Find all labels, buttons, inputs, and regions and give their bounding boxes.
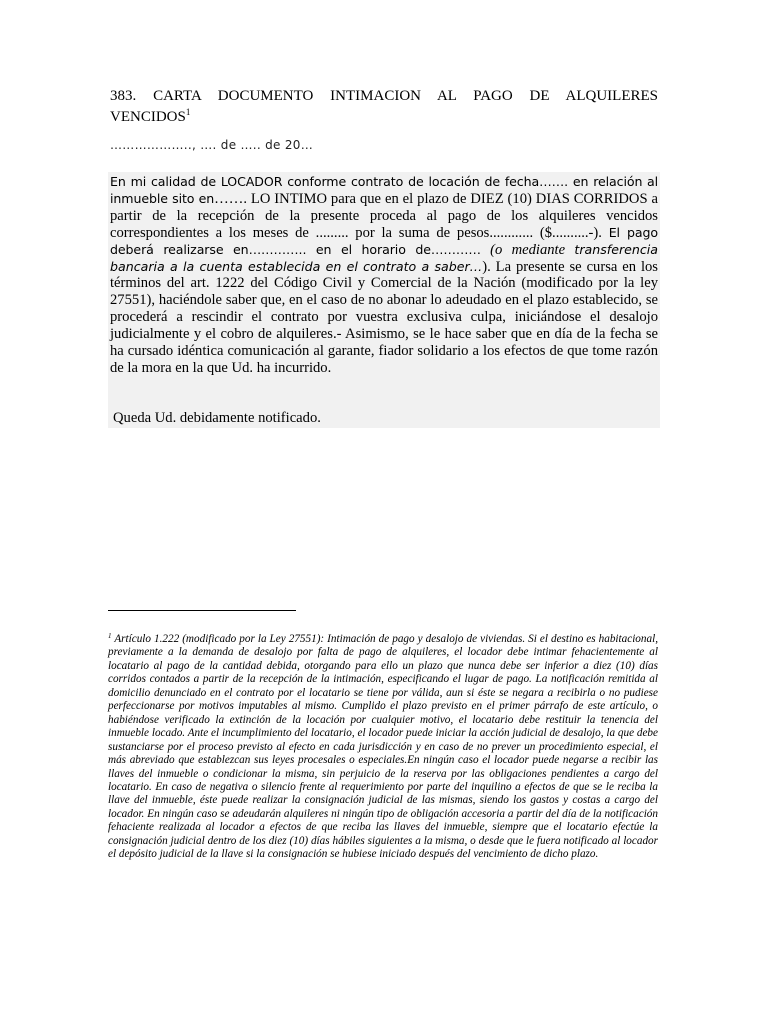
footnote-separator [108,610,296,611]
footnote-text: Artículo 1.222 (modificado por la Ley 27551): Intimación de pago y desalojo de viviendas. Si el destino es habitacional, previamente a la demanda de desalojo por falta de pago de alquileres, el locador debe intimar fehacientemente al locatario al pago de la cantidad debida, otorgando para ello un plazo que nunca debe ser inferior a diez (10) días corridos contados a partir de la recepción de la intimación, especificando el lugar de pago. La notificación remitida al domicilio denunciado en el contrato por el locatario se tiene por válida, aun si éste se negara a recibirla o no pudiese perfeccionarse por motivos imputables al mismo. Cumplido el plazo previsto en el primer párrafo de este artículo, o habiéndose verificado la extinción de la locación por cualquier motivo, el locatario debe restituir la tenencia del inmueble locado. Ante el incumplimiento del locatario, el locador puede iniciar la acción judicial de desalojo, la que debe sustanciarse por el proceso previsto al efecto en cada jurisdicción y en caso de no prever un procedimiento especial, el más abreviado que establezcan sus leyes procesales o especiales.En ningún caso el locador puede negarse a recibir las llaves del inmueble o condicionar la misma, sin perjuicio de la reserva por las obligaciones pendientes a cargo del locatario. En caso de negativa o silencio frente al requerimiento por parte del inquilino a efectos de que se le reciba la llave del inmueble, éste puede realizar la consignación judicial de las mismas, siendo los gastos y costas a cargo del locador. En ningún caso se adeudarán alquileres ni ningún tipo de obligación accesoria a partir del día de la notificación fehaciente realizada al locador a efectos de que reciba las llaves del inmueble, siempre que el locatario efectúe la consignación judicial dentro de los diez (10) días hábiles siguientes a la misma, o desde que le fuera notificado al locador el depósito judicial de la llave si la consignación se hubiese iniciado después del vencimiento de dicho plazo. [108,633,658,861]
body-segment: ………… [430,241,481,257]
footnote-reference[interactable]: 1 [185,107,191,117]
body-segment: ……. en relación [539,174,643,189]
footnote-marker: 1 [108,632,112,640]
body-segment: ……. LO INTIMO para que en el plazo de DIEZ (10) DIAS CORRIDOS a partir de la recepción de la presente proceda al pago de los alquileres vencidos correspondientes a los meses de ......... por la suma de pesos............ ($..........-). [110,190,658,241]
body-segment: al inmueble sito en [110,174,658,206]
closing-line: Queda Ud. debidamente notificado. [113,410,321,426]
body-segment: ). La presente se cursa en los términos del art. 1222 del Código Civil y Comercial de la Nación (modificado por la ley 27551), haciéndole saber que, en el caso de no abonar lo adeudado en el plazo establecido, se procederá a rescindir el contrato por vuestra exclusiva culpa, iniciándose el desalojo judicialmente y el cobro de alquileres.- Asimismo, se le hace saber que en día de la fecha se ha cursado idéntica comunicación al garante, fiador solidario a los efectos de que tome razón de la mora en la que Ud. ha incurrido. [110,258,658,376]
footnote [108,633,658,862]
body-segment: … [469,258,483,274]
title-line-1: 383. CARTA DOCUMENTO INTIMACION AL PAGO DE ALQUILERES [110,88,658,104]
body-segment: ………….. en el horario de [248,241,431,257]
letter-body [110,174,658,377]
body-segment: En mi calidad de LOCADOR conforme contrato de locación de fecha [110,174,540,189]
document-title [110,86,658,128]
body-segment: (o mediante [490,241,566,258]
body-segment: transferencia bancaria a la cuenta establecida en el contrato a saber [110,241,658,274]
date-line: ……………….., …. de ….. de 20… [110,138,314,152]
body-segment: El pago deberá realizarse en [110,224,658,257]
title-line-2: VENCIDOS [110,109,186,125]
